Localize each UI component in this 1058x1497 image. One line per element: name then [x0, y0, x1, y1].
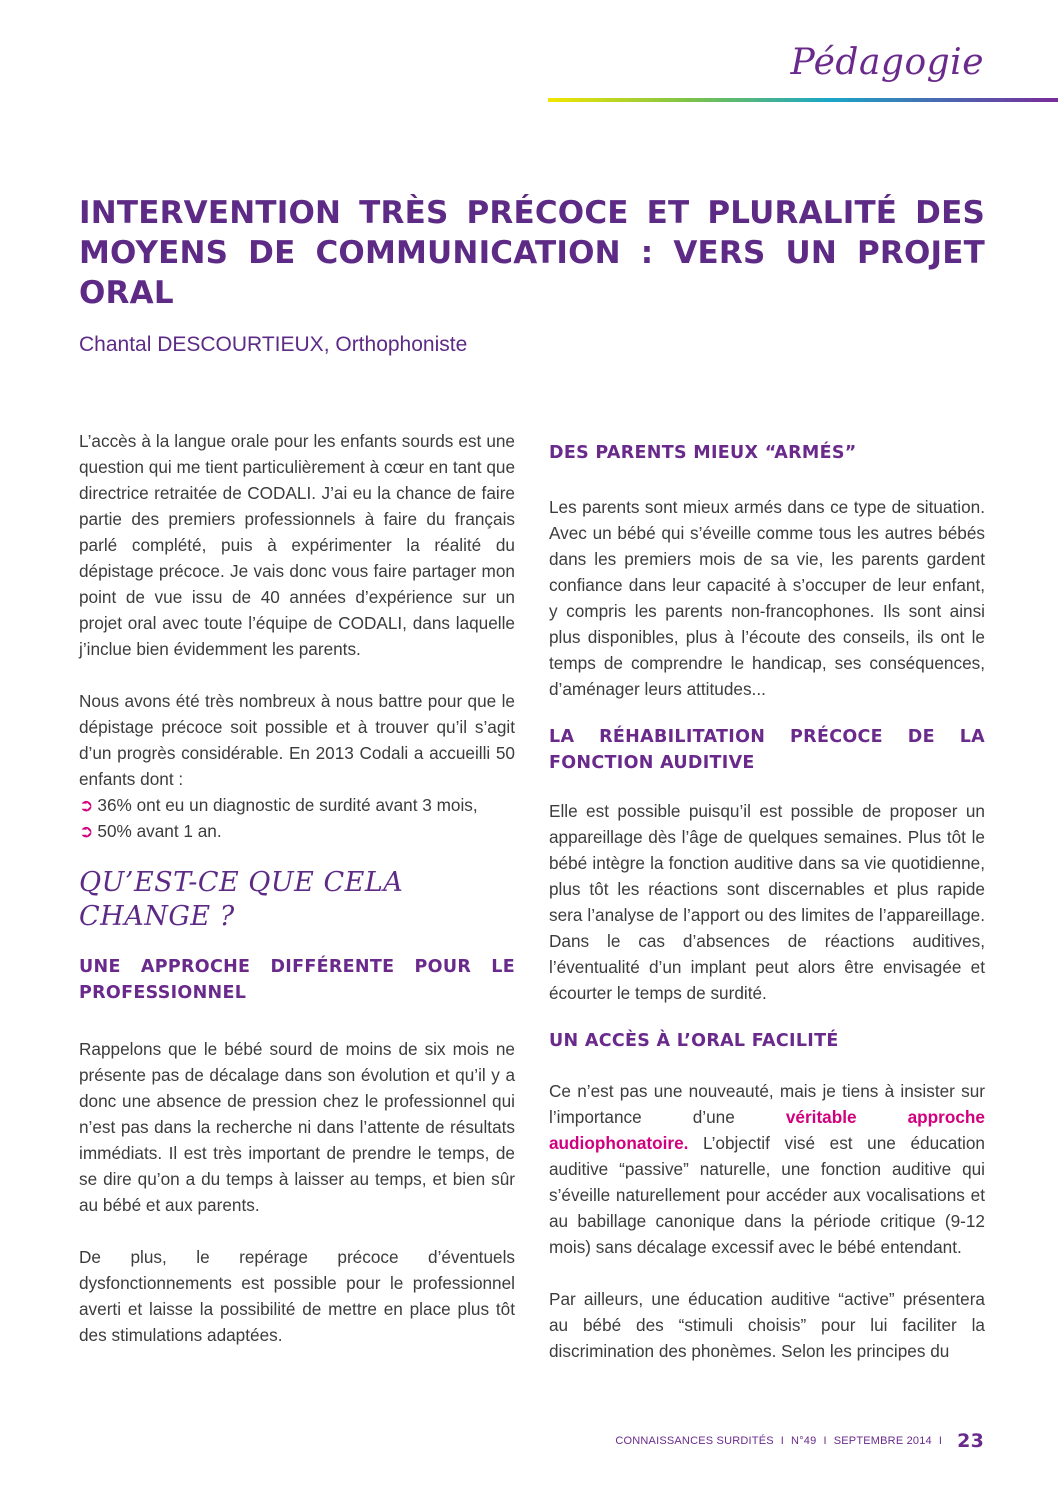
footer-separator: I	[780, 1435, 785, 1447]
paragraph-text: Ce n’est pas une nouveauté, mais je tiens à insister sur l’importance d’une	[549, 1081, 985, 1127]
left-paragraph-3: Rappelons que le bébé sourd de moins de six mois ne présente pas de décalage dans son évolution et qu’il y a donc une absence de pression chez le professionnel qui n’est pas dans la recherche ni dans l’attente de résultats immédiats. Il est très important de prendre le temps, de se dire qu’on a du temps à laisser au temps, et bien sûr au bébé et aux parents.	[79, 1039, 515, 1215]
right-paragraph-1: Les parents sont mieux armés dans ce type de situation. Avec un bébé qui s’éveille comme tous les autres bébés dans les premiers mois de sa vie, les parents gardent confiance dans leur capacité à s’occuper de leur enfant, y compris les parents non-francophones. Ils sont ainsi plus disponibles, plus à l’écoute des conseils, ils ont le temps de comprendre le handicap, ses conséquences, d’aménager leurs attitudes...	[549, 497, 985, 699]
left-paragraph-2: Nous avons été très nombreux à nous battre pour que le dépistage précoce soit possible et à trouver qu’il s’agit d’un progrès considérable. En 2013 Codali a accueilli 50 enfants dont :	[79, 691, 515, 789]
paragraph-text: L’objectif visé est une éducation auditive “passive” naturelle, une fonction auditive qui s’éveille naturellement pour accéder aux vocalisations et au babillage canonique dans la période critique (9-12 mois) sans décalage excessif avec le bébé entendant.	[549, 1133, 985, 1257]
right-paragraph-2: Elle est possible puisqu’il est possible de proposer un appareillage dès l’âge de quelques semaines. Plus tôt le bébé intègre la fonction auditive dans sa vie quotidienne, plus tôt les réactions sont discernables et plus rapide sera l’analyse de l’apport ou des limites de l’appareillage. Dans le cas d’absences de réactions auditives, l’éventualité d’un implant peut alors être envisagée et écourter le temps de surdité.	[549, 801, 985, 1003]
bullet-text: 50% avant 1 an.	[97, 821, 222, 841]
spacer	[79, 1218, 515, 1244]
spacer	[79, 1006, 515, 1036]
right-paragraph-4: Par ailleurs, une éducation auditive “active” présentera au bébé des “stimuli choisis” pour lui faciliter la discrimination des phonèmes. Selon les principes du	[549, 1289, 985, 1361]
subheading-acces-oral: UN ACCÈS À L’ORAL FACILITÉ	[549, 1031, 839, 1051]
arrow-right-icon: ➲	[79, 821, 94, 841]
bullet-item	[79, 792, 515, 818]
spacer	[79, 844, 515, 866]
spacer	[79, 934, 515, 954]
spacer	[549, 776, 985, 798]
question-line-1: QU’EST-CE QUE CELA	[79, 867, 404, 898]
spacer	[549, 1054, 985, 1078]
bullet-item	[79, 818, 515, 844]
subheading-rehabilitation: LA RÉHABILITATION PRÉCOCE DE LA FONCTION AUDITIVE	[549, 727, 985, 773]
page-footer	[615, 1430, 984, 1452]
subheading-approche: UNE APPROCHE DIFFÉRENTE POUR LE PROFESSIONNEL	[79, 957, 515, 1003]
highlighted-phrase: véritable approche audiophonatoire.	[549, 1107, 985, 1153]
spacer	[549, 702, 985, 724]
subheading-parents: DES PARENTS MIEUX “ARMÉS”	[549, 443, 857, 463]
left-paragraph-4: De plus, le repérage précoce d’éventuels dysfonctionnements est possible pour le professionnel averti et laisse la possibilité de mettre en place plus tôt des stimulations adaptées.	[79, 1247, 515, 1345]
spacer	[549, 466, 985, 494]
question-line-2: CHANGE ?	[79, 901, 235, 932]
article-title: INTERVENTION TRÈS PRÉCOCE ET PLURALITÉ DES MOYENS DE COMMUNICATION : VERS UN PROJET ORAL	[79, 195, 985, 311]
footer-separator: I	[938, 1435, 943, 1447]
spacer	[79, 662, 515, 688]
arrow-right-icon: ➲	[79, 795, 94, 815]
article-author: Chantal DESCOURTIEUX, Orthophoniste	[79, 333, 468, 356]
question-heading	[79, 866, 515, 934]
left-paragraph-1: L’accès à la langue orale pour les enfants sourds est une question qui me tient particulièrement à cœur en tant que directrice retraitée de CODALI. J’ai eu la chance de faire partie des premiers professionnels à faire du français parlé complété, puis à expérimenter la réalité du dépistage précoce. Je vais donc vous faire partager mon point de vue issu de 40 années d’expérience sur un projet oral avec toute l’équipe de CODALI, dans laquelle j’inclue bien évidemment les parents.	[79, 431, 515, 659]
spacer	[549, 1260, 985, 1286]
right-column	[549, 440, 985, 1364]
page-number: 23	[957, 1430, 984, 1452]
left-column	[79, 428, 515, 1348]
section-label: Pédagogie	[790, 42, 984, 83]
issue-date: SEPTEMBRE 2014	[833, 1435, 932, 1447]
magazine-name: CONNAISSANCES SURDITÉS	[615, 1435, 774, 1447]
right-paragraph-3	[549, 1078, 985, 1260]
header-gradient-rule	[548, 98, 1058, 102]
footer-separator: I	[823, 1435, 827, 1447]
issue-number: N°49	[791, 1435, 817, 1447]
bullet-text: 36% ont eu un diagnostic de surdité avant 3 mois,	[97, 795, 478, 815]
spacer	[549, 1006, 985, 1028]
